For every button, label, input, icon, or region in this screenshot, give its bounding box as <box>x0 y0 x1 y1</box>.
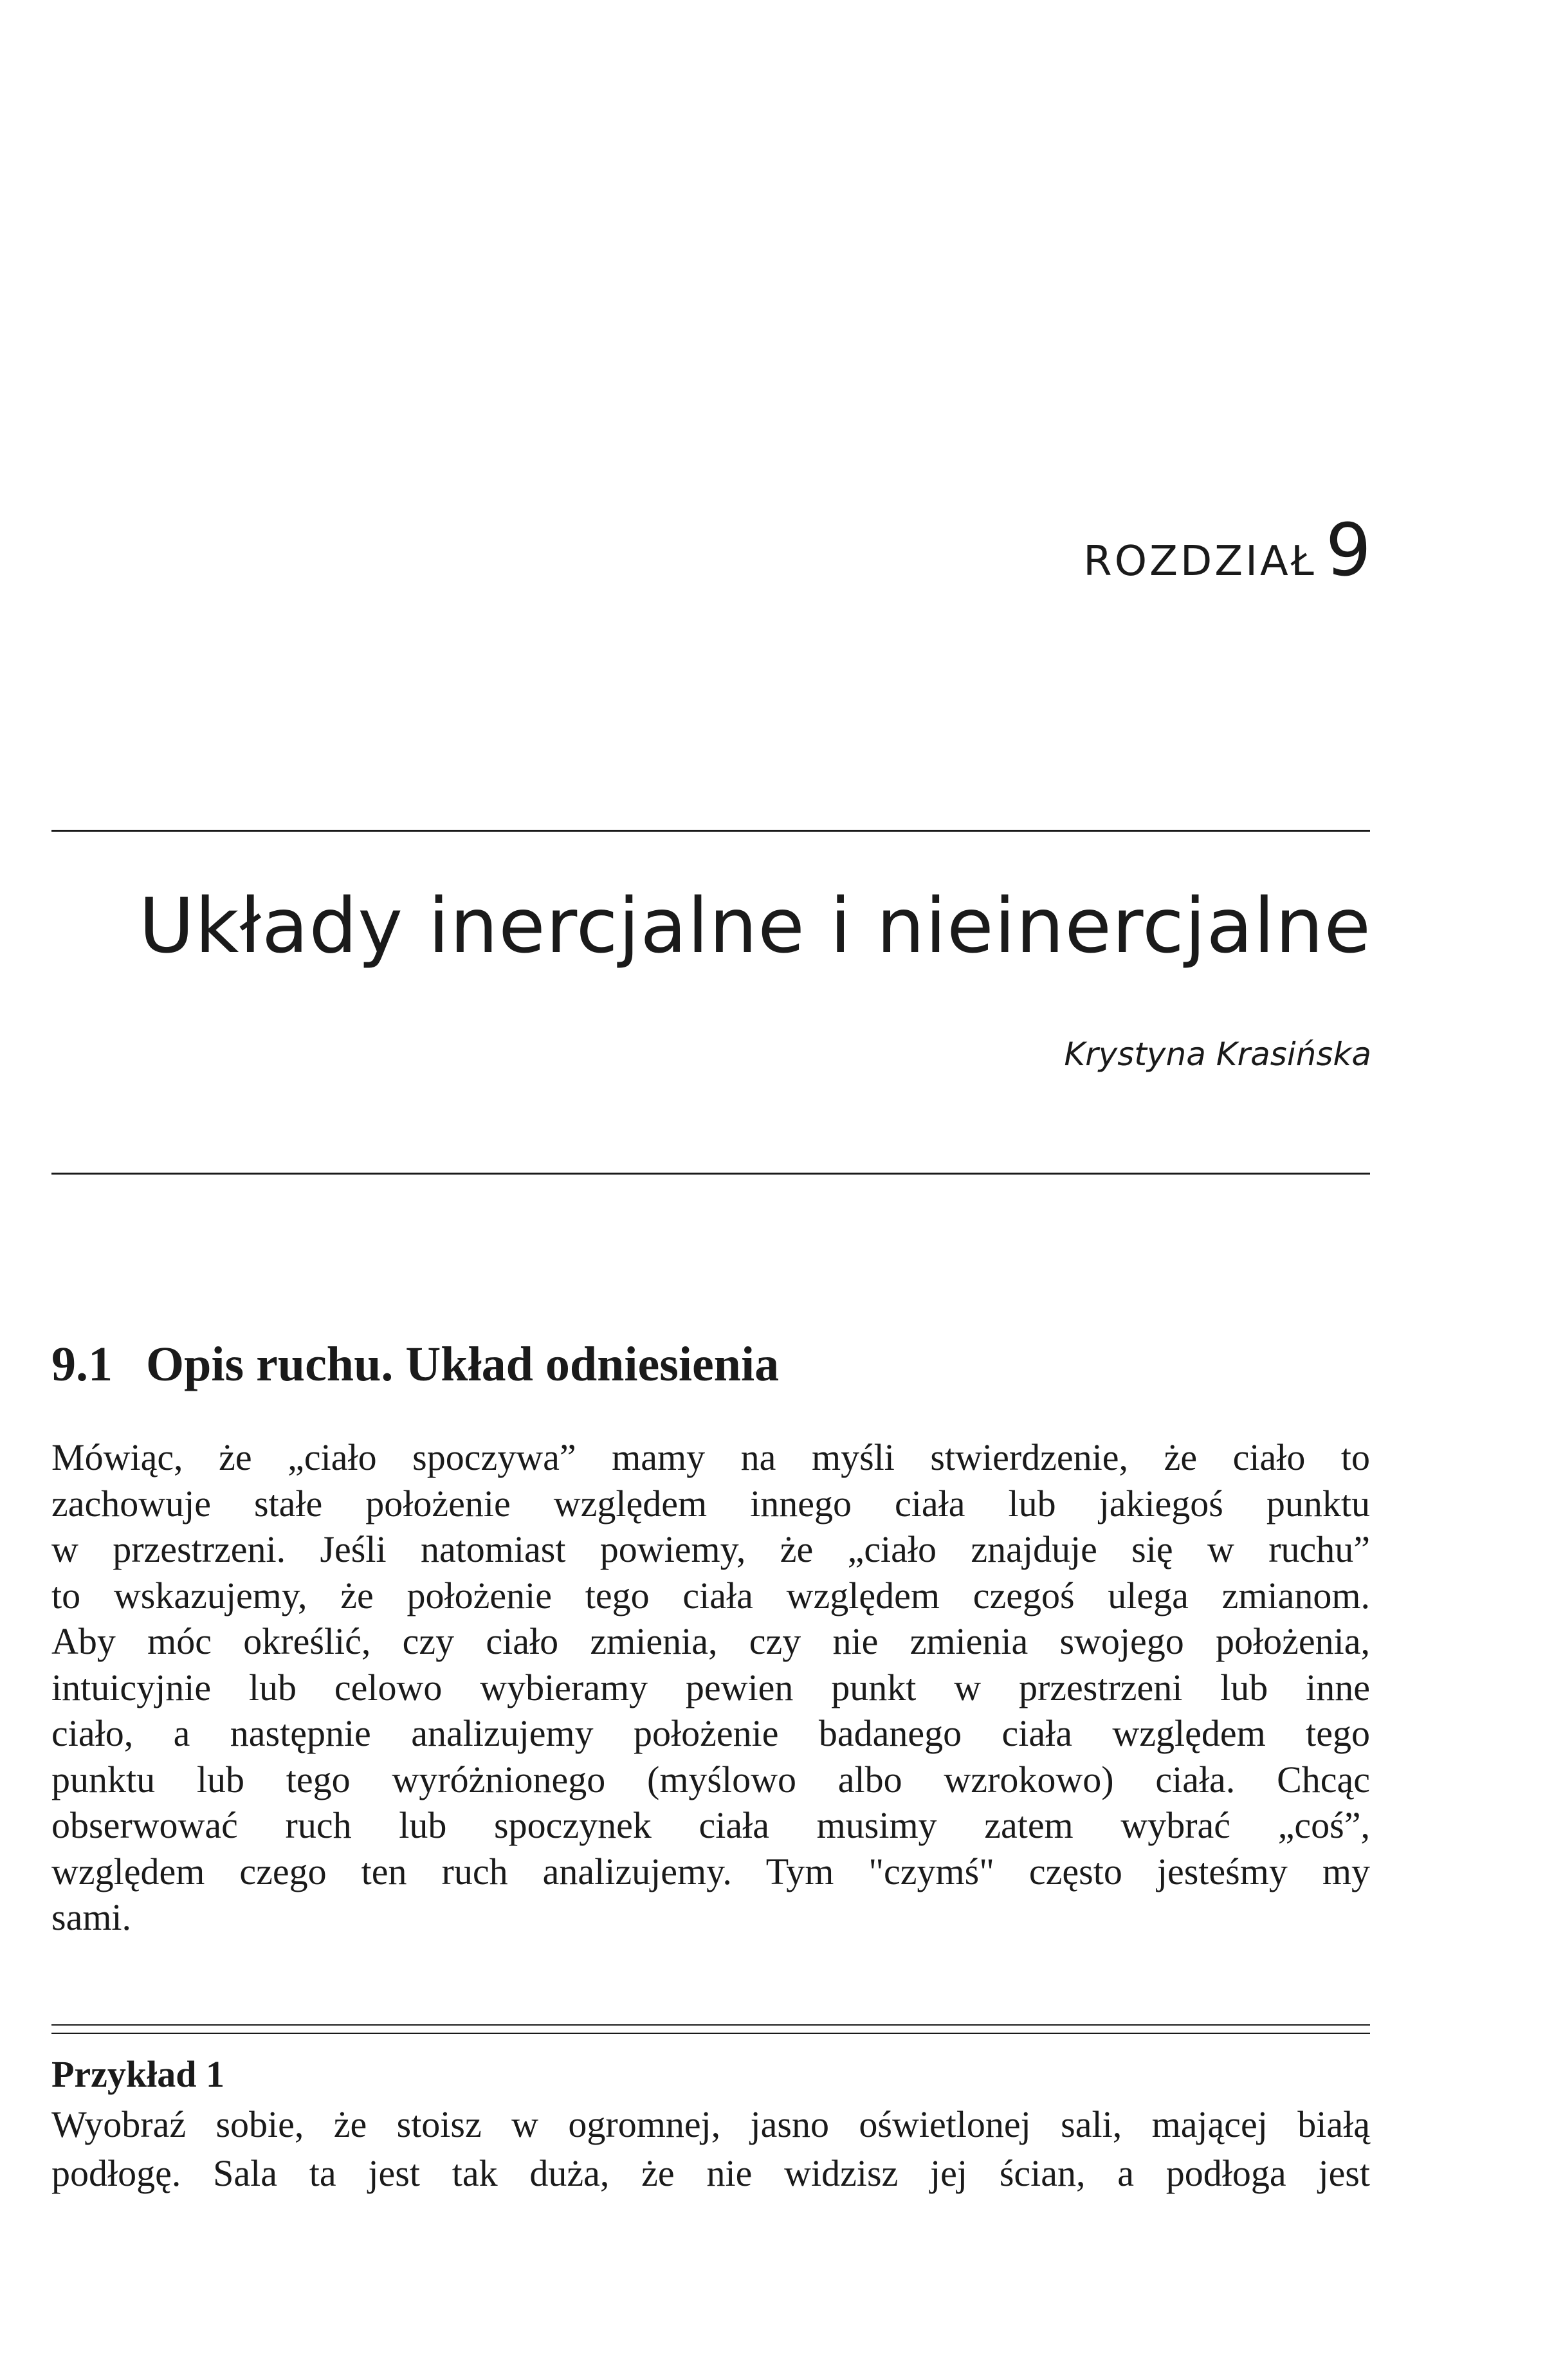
section-number: 9.1 <box>51 1337 113 1391</box>
chapter-label <box>1083 509 1371 592</box>
paragraph-line: w przestrzeni. Jeśli natomiast powiemy, że „ciało znajduje się w ruchu” <box>51 1528 1370 1570</box>
title-top-rule <box>51 830 1370 832</box>
section-heading <box>51 1338 779 1392</box>
example-text <box>51 2100 1370 2198</box>
chapter-author: Krystyna Krasińska <box>1064 1036 1371 1073</box>
example-heading: Przykład 1 <box>51 2053 225 2095</box>
example-top-rule <box>51 2024 1370 2026</box>
paragraph-line: ciało, a następnie analizujemy położenie badanego ciała względem tego <box>51 1712 1370 1754</box>
example-line: podłogę. Sala ta jest tak duża, że nie widzisz jej ścian, a podłoga jest <box>51 2152 1370 2194</box>
paragraph-line: intuicyjnie lub celowo wybieramy pewien punkt w przestrzeni lub inne <box>51 1666 1370 1708</box>
paragraph-line: zachowuje stałe położenie względem innego ciała lub jakiegoś punktu <box>51 1482 1370 1524</box>
paragraph-line: obserwować ruch lub spoczynek ciała musimy zatem wybrać „coś”, <box>51 1804 1370 1846</box>
example-second-rule <box>51 2033 1370 2034</box>
paragraph-line: to wskazujemy, że położenie tego ciała względem czegoś ulega zmianom. <box>51 1574 1370 1616</box>
title-bottom-rule <box>51 1173 1370 1175</box>
paragraph-line: Aby móc określić, czy ciało zmienia, czy nie zmienia swojego położenia, <box>51 1620 1370 1662</box>
example-box <box>51 2049 1370 2198</box>
section-title: Opis ruchu. Układ odniesienia <box>146 1337 780 1391</box>
paragraph-line: względem czego ten ruch analizujemy. Tym "czymś" często jesteśmy my <box>51 1850 1370 1892</box>
paragraph-line: sami. <box>51 1896 132 1938</box>
chapter-word: ROZDZIAŁ <box>1083 538 1317 585</box>
section-paragraph <box>51 1434 1370 1941</box>
example-line: Wyobraź sobie, że stoisz w ogromnej, jasno oświetlonej sali, mającej białą <box>51 2103 1370 2145</box>
chapter-number: 9 <box>1325 509 1371 592</box>
paragraph-line: Mówiąc, że „ciało spoczywa” mamy na myśli stwierdzenie, że ciało to <box>51 1436 1370 1478</box>
chapter-title: Układy inercjalne i nieinercjalne <box>138 881 1371 970</box>
paragraph-line: punktu lub tego wyróżnionego (myślowo albo wzrokowo) ciała. Chcąc <box>51 1758 1370 1800</box>
